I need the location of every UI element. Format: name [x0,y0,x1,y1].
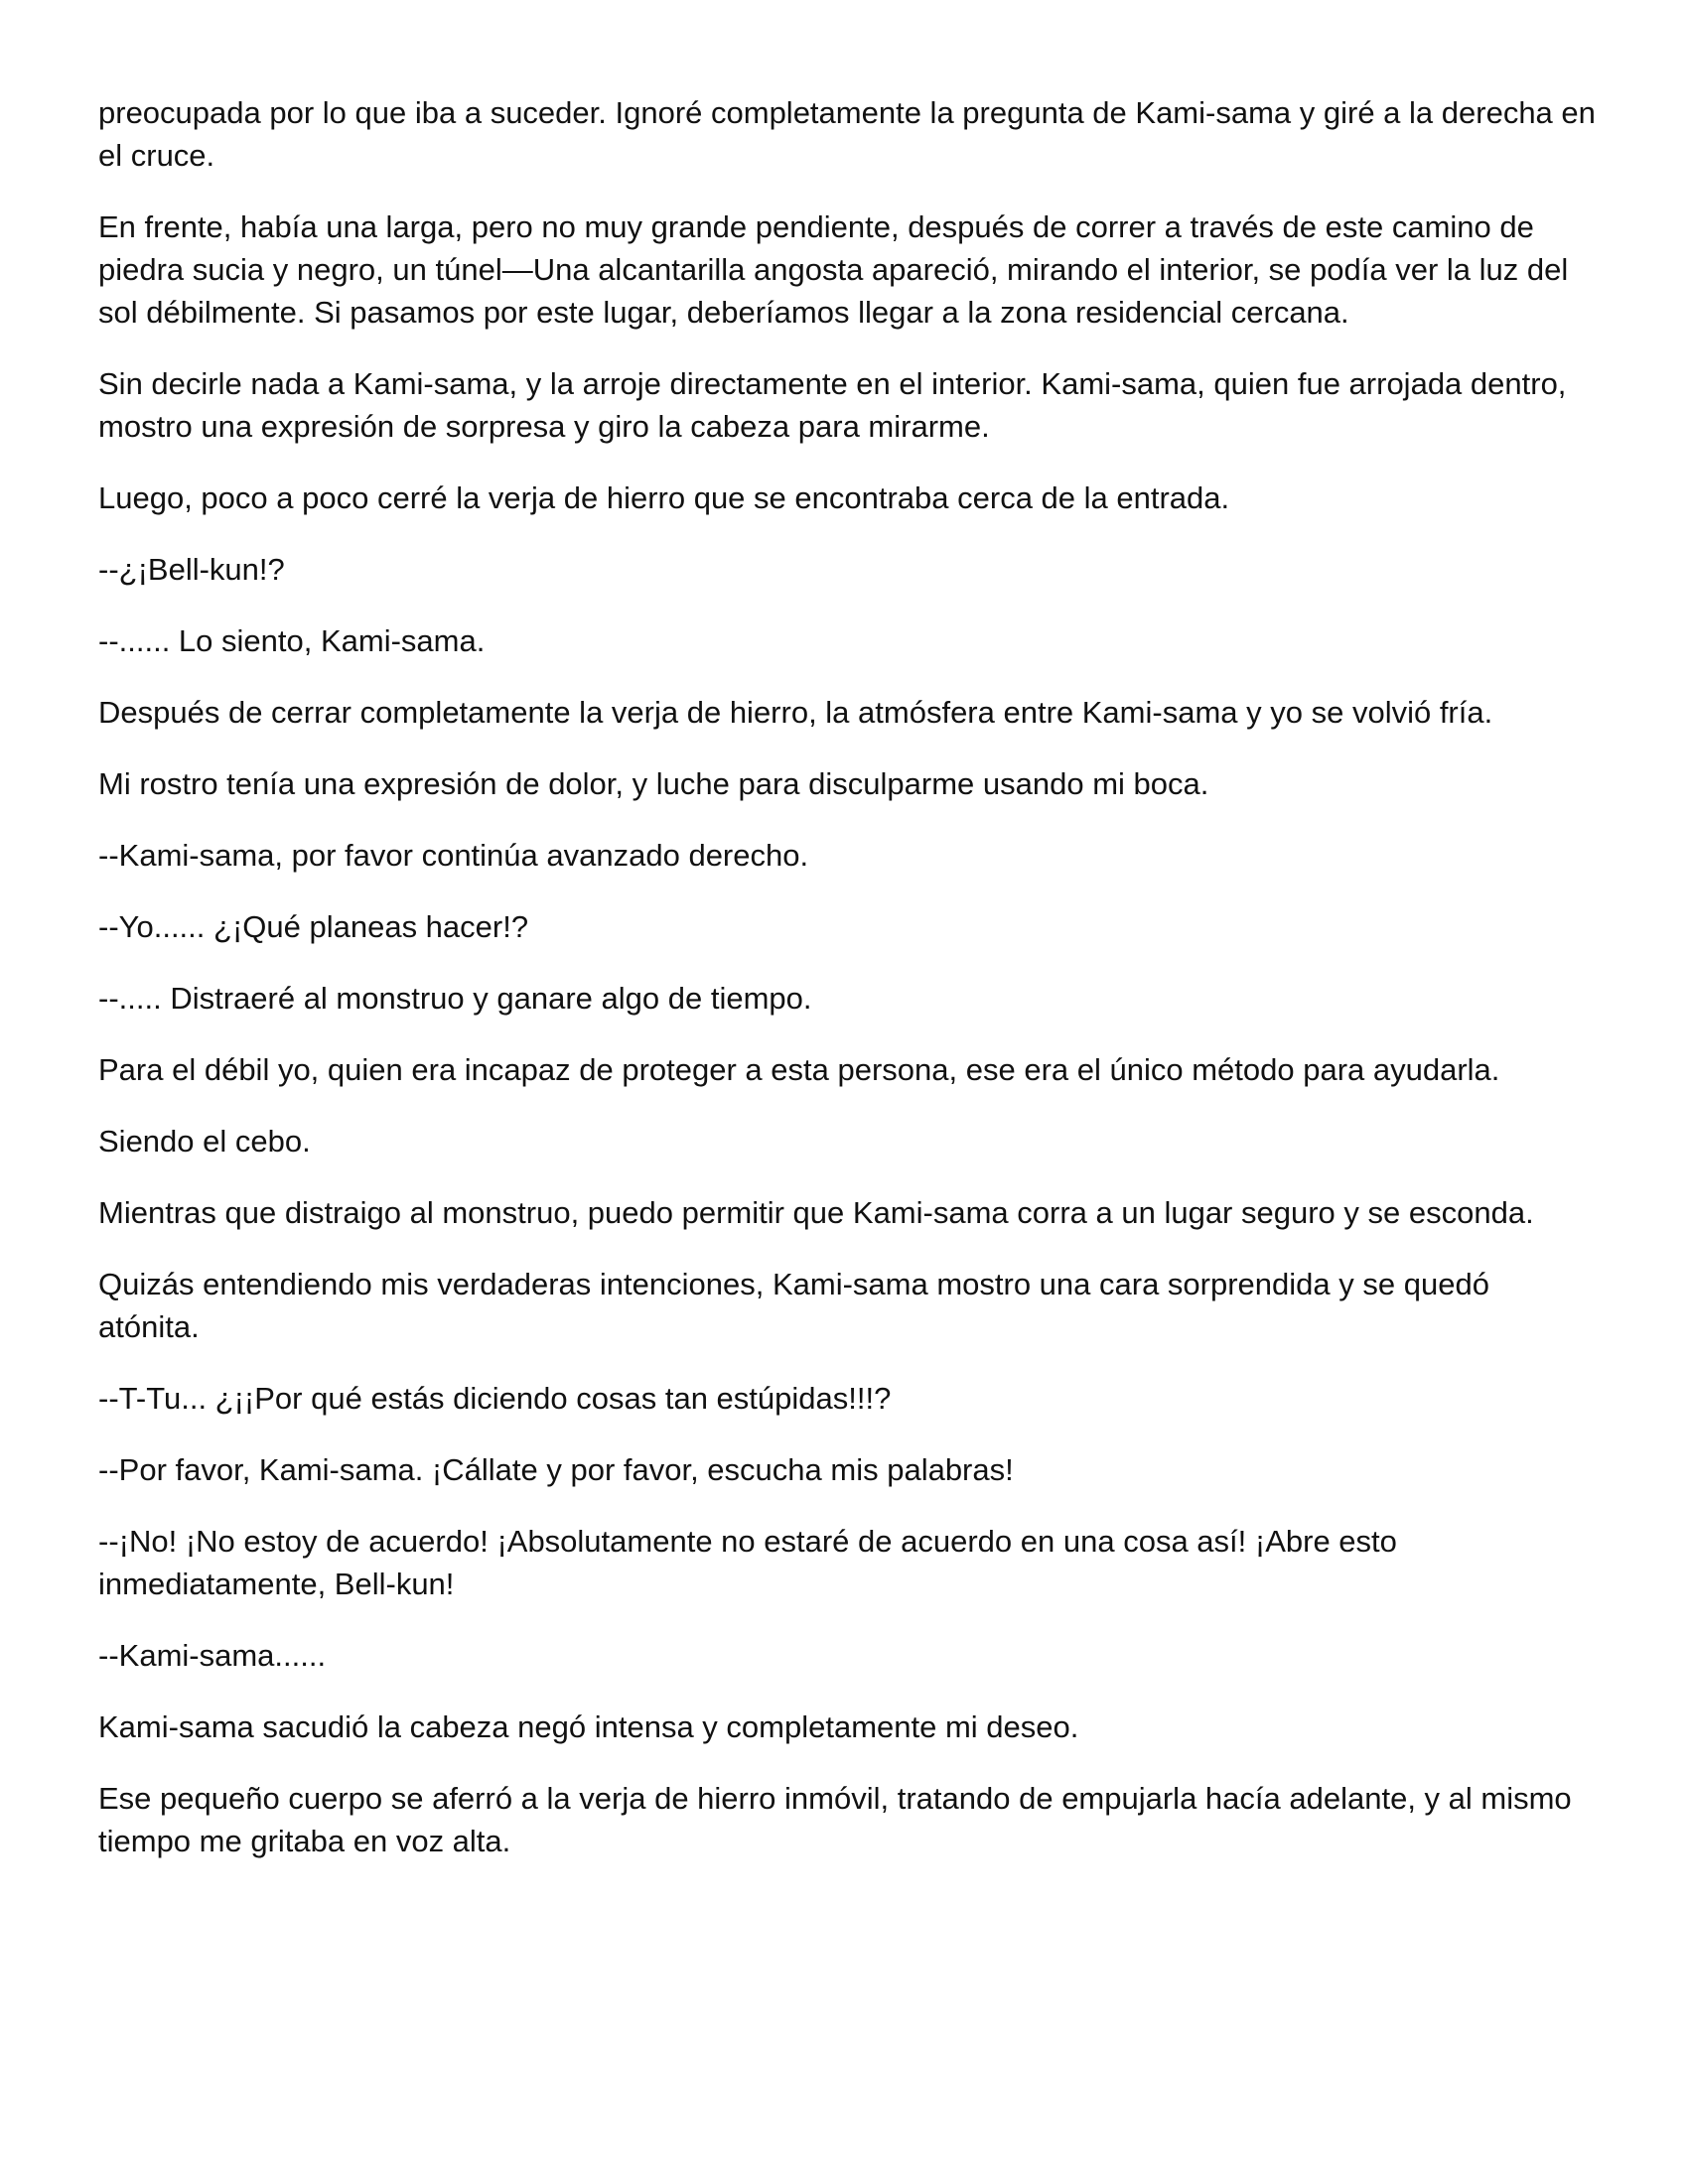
dialogue-line: --T-Tu... ¿¡¡Por qué estás diciendo cosas tan estúpidas!!!? [98,1381,892,1416]
dialogue-line: --Kami-sama...... [98,1638,327,1673]
paragraph: Después de cerrar completamente la verja de hierro, la atmósfera entre Kami-sama y yo se volvió fría. [98,695,1493,730]
paragraph: Luego, poco a poco cerré la verja de hierro que se encontraba cerca de la entrada. [98,480,1230,515]
dialogue-line: --Por favor, Kami-sama. ¡Cállate y por favor, escucha mis palabras! [98,1452,1014,1487]
paragraph: Sin decirle nada a Kami-sama, y la arroje directamente en el interior. Kami-sama, quien fue arrojada dentro, mostro una expresión de sorpresa y giro la cabeza para mirarme. [98,366,1567,444]
paragraph: Para el débil yo, quien era incapaz de proteger a esta persona, ese era el único método para ayudarla. [98,1052,1500,1087]
paragraph: Kami-sama sacudió la cabeza negó intensa y completamente mi deseo. [98,1709,1079,1744]
paragraph: Quizás entendiendo mis verdaderas intenciones, Kami-sama mostro una cara sorprendida y se quedó atónita. [98,1267,1489,1344]
dialogue-line: --¡No! ¡No estoy de acuerdo! ¡Absolutamente no estaré de acuerdo en una cosa así! ¡Abre esto inmediatamente, Bell-kun! [98,1524,1397,1601]
dialogue-line: --...... Lo siento, Kami-sama. [98,623,486,658]
paragraph: preocupada por lo que iba a suceder. Ignoré completamente la pregunta de Kami-sama y giré a la derecha en el cruce. [98,95,1596,173]
dialogue-line: --¿¡Bell-kun!? [98,552,285,587]
paragraph: En frente, había una larga, pero no muy grande pendiente, después de correr a través de este camino de piedra sucia y negro, un túnel—Una alcantarilla angosta apareció, mirando el interior, se podía ver la luz del sol débilmente. Si pasamos por este lugar, deberíamos llegar a la zona residencial cercana. [98,209,1569,330]
dialogue-line: --..... Distraeré al monstruo y ganare algo de tiempo. [98,981,812,1016]
paragraph: Mientras que distraigo al monstruo, puedo permitir que Kami-sama corra a un lugar seguro y se esconda. [98,1195,1534,1230]
dialogue-line: --Kami-sama, por favor continúa avanzado derecho. [98,838,809,873]
paragraph: Mi rostro tenía una expresión de dolor, y luche para disculparme usando mi boca. [98,766,1209,801]
paragraph: Siendo el cebo. [98,1124,311,1159]
paragraph: Ese pequeño cuerpo se aferró a la verja de hierro inmóvil, tratando de empujarla hacía adelante, y al mismo tiempo me gritaba en voz alta. [98,1781,1572,1858]
dialogue-line: --Yo...... ¿¡Qué planeas hacer!? [98,909,529,944]
document-body [98,91,1598,1891]
